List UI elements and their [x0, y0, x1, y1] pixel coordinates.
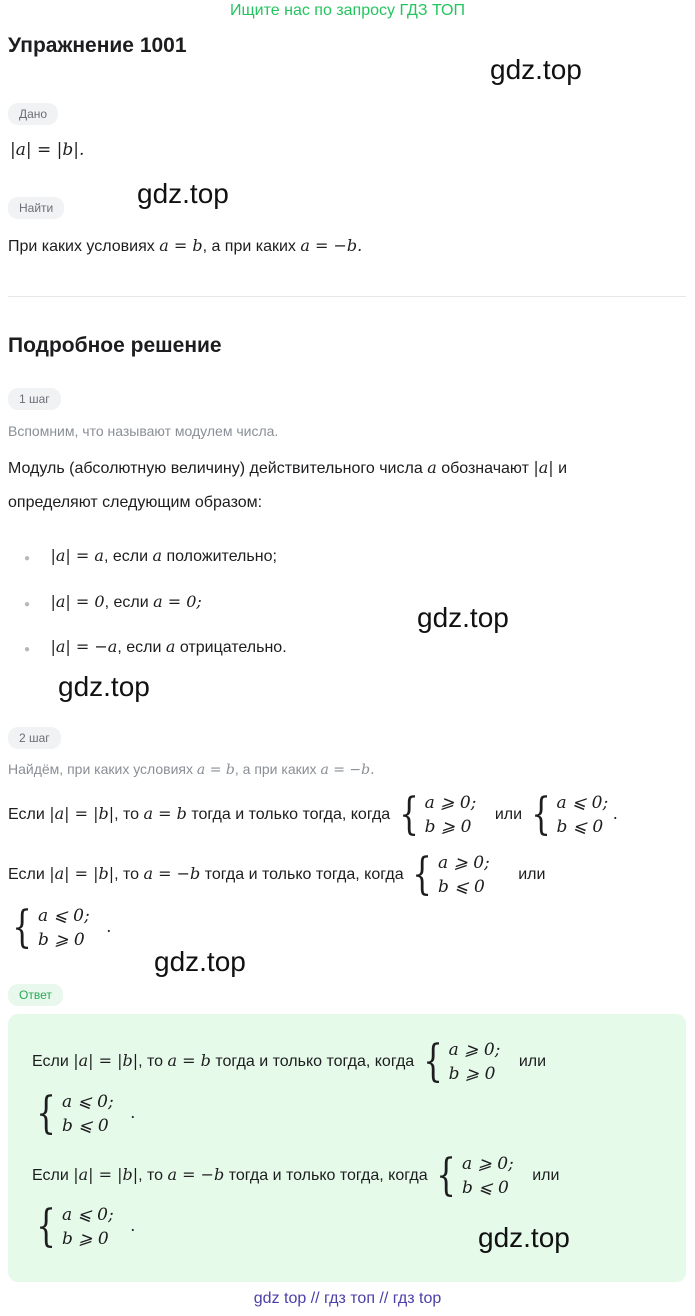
system-row: b ⩾ 0: [448, 1064, 496, 1084]
find-text-a: При каких условиях: [8, 238, 155, 255]
answer-case-negative-cont: [32, 1203, 135, 1251]
system-block: [32, 1090, 114, 1138]
or-word: или: [518, 1053, 547, 1071]
system-row: a ⩽ 0;: [38, 906, 90, 926]
step2-case-negative: [8, 851, 545, 899]
system-row: a ⩽ 0;: [556, 793, 609, 813]
search-banner[interactable]: Ищите нас по запросу ГДЗ ТОП: [230, 2, 465, 19]
watermark: gdz.top: [478, 1222, 570, 1253]
or-word: или: [518, 866, 546, 884]
iff-text: тогда и только тогда, когда: [228, 1167, 428, 1185]
iff-text: тогда и только тогда, когда: [191, 806, 391, 824]
answer-case-positive: [32, 1038, 546, 1086]
or-word: или: [494, 806, 523, 824]
system-row: a ⩾ 0;: [438, 853, 490, 873]
bullet-expr: |a| = a: [50, 546, 104, 565]
system-row: a ⩾ 0;: [424, 793, 477, 813]
answer-badge: Ответ: [8, 984, 63, 1006]
brace-icon: {: [422, 1036, 443, 1087]
bullet-var: a = 0;: [153, 592, 202, 611]
period: .: [130, 1103, 136, 1123]
watermark: gdz.top: [58, 671, 150, 702]
find-expr-2: a = −b.: [300, 236, 363, 255]
bullet-text: , если: [103, 548, 148, 565]
brace-icon: {: [36, 1088, 56, 1139]
then-word: , то: [138, 1167, 164, 1185]
step2-badge: 2 шаг: [8, 727, 61, 749]
answer-case-positive-cont: [32, 1090, 135, 1138]
system-row: b ⩾ 0: [62, 1229, 109, 1249]
then-word: , то: [114, 866, 140, 884]
bullet-text: , если: [104, 594, 149, 611]
bullet-dot: ●: [24, 553, 31, 564]
bullet-item: [24, 637, 287, 657]
watermark: gdz.top: [417, 602, 509, 633]
period: .: [106, 917, 112, 937]
condition-expr: |a| = |b|: [73, 1051, 139, 1071]
equality-expr: a = −b: [143, 864, 201, 884]
bullet-dot: ●: [24, 599, 31, 610]
step1-text-c: и: [558, 460, 568, 477]
bullet-var: a: [152, 546, 162, 565]
system-row: b ⩽ 0: [462, 1178, 509, 1198]
brace-icon: {: [436, 1150, 456, 1201]
section-divider: [8, 296, 686, 297]
system-block: [8, 904, 90, 952]
watermark: gdz.top: [490, 54, 582, 85]
step1-var: a: [427, 458, 437, 477]
bullet-tail: отрицательно.: [179, 639, 287, 656]
find-text: [8, 236, 362, 256]
step2-case-negative-cont: [8, 904, 111, 952]
if-word: Если: [8, 806, 45, 824]
or-word: или: [532, 1167, 560, 1185]
watermark: gdz.top: [154, 946, 246, 977]
system-row: a ⩾ 0;: [448, 1040, 501, 1060]
if-word: Если: [32, 1053, 69, 1071]
condition-expr: |a| = |b|: [49, 864, 115, 884]
step1-line1: [8, 458, 567, 478]
system-row: a ⩾ 0;: [462, 1154, 514, 1174]
system-row: b ⩾ 0: [38, 930, 85, 950]
iff-text: тогда и только тогда, когда: [204, 866, 404, 884]
page-title: Упражнение 1001: [8, 34, 187, 57]
bullet-text: , если: [117, 639, 162, 656]
if-word: Если: [32, 1167, 69, 1185]
step2-hint: [8, 761, 375, 778]
system-row: b ⩽ 0: [438, 877, 485, 897]
find-expr-1: a = b: [159, 236, 203, 255]
equality-expr: a = b: [143, 804, 187, 824]
period: .: [612, 804, 618, 824]
iff-text: тогда и только тогда, когда: [215, 1053, 415, 1071]
step2-case-positive: [8, 791, 618, 839]
step1-badge: 1 шаг: [8, 388, 61, 410]
system-block: [419, 1038, 501, 1086]
footer-links[interactable]: gdz top // гдз топ // гдз top: [253, 1290, 442, 1307]
system-row: b ⩽ 0: [62, 1116, 109, 1136]
solution-heading: Подробное решение: [8, 334, 222, 357]
system-block: [408, 851, 490, 899]
answer-case-negative: [32, 1152, 559, 1200]
bullet-tail: положительно;: [166, 548, 277, 565]
step2-hint-expr2: a = −b.: [320, 762, 375, 778]
bullet-expr: |a| = −a: [50, 637, 118, 656]
system-block: [395, 791, 477, 839]
system-block: [32, 1203, 114, 1251]
if-word: Если: [8, 866, 45, 884]
then-word: , то: [138, 1053, 164, 1071]
brace-icon: {: [398, 789, 419, 840]
condition-expr: |a| = |b|: [49, 804, 115, 824]
brace-icon: {: [36, 1201, 56, 1252]
watermark: gdz.top: [137, 178, 229, 209]
bullet-expr: |a| = 0: [50, 592, 105, 611]
step1-hint: Вспомним, что называют модулем числа.: [8, 423, 279, 439]
step1-line2: определяют следующим образом:: [8, 494, 263, 511]
system-block: [527, 791, 609, 839]
brace-icon: {: [530, 789, 551, 840]
system-row: b ⩽ 0: [556, 817, 604, 837]
equality-expr: a = b: [167, 1051, 211, 1071]
given-expression: |a| = |b|.: [10, 140, 85, 160]
bullet-dot: ●: [24, 644, 31, 655]
bullet-item: [24, 592, 202, 612]
find-badge: Найти: [8, 197, 64, 219]
bullet-item: [24, 546, 277, 566]
system-row: b ⩾ 0: [424, 817, 472, 837]
equality-expr: a = −b: [167, 1165, 225, 1185]
given-badge: Дано: [8, 103, 58, 125]
find-text-b: , а при каких: [202, 238, 296, 255]
step1-text-a: Модуль (абсолютную величину) действительного числа: [8, 460, 423, 477]
brace-icon: {: [12, 902, 32, 953]
then-word: , то: [114, 806, 140, 824]
bullet-var: a: [165, 637, 176, 656]
step2-hint-a: Найдём, при каких условиях: [8, 761, 194, 777]
step1-expr: |a|: [533, 458, 554, 477]
system-row: a ⩽ 0;: [62, 1092, 114, 1112]
step2-hint-b: , а при каких: [234, 761, 317, 777]
period: .: [130, 1216, 136, 1236]
condition-expr: |a| = |b|: [73, 1165, 139, 1185]
system-row: a ⩽ 0;: [62, 1205, 114, 1225]
system-block: [432, 1152, 514, 1200]
step2-hint-expr1: a = b: [196, 762, 235, 778]
step1-text-b: обозначают: [441, 460, 529, 477]
brace-icon: {: [412, 849, 432, 900]
